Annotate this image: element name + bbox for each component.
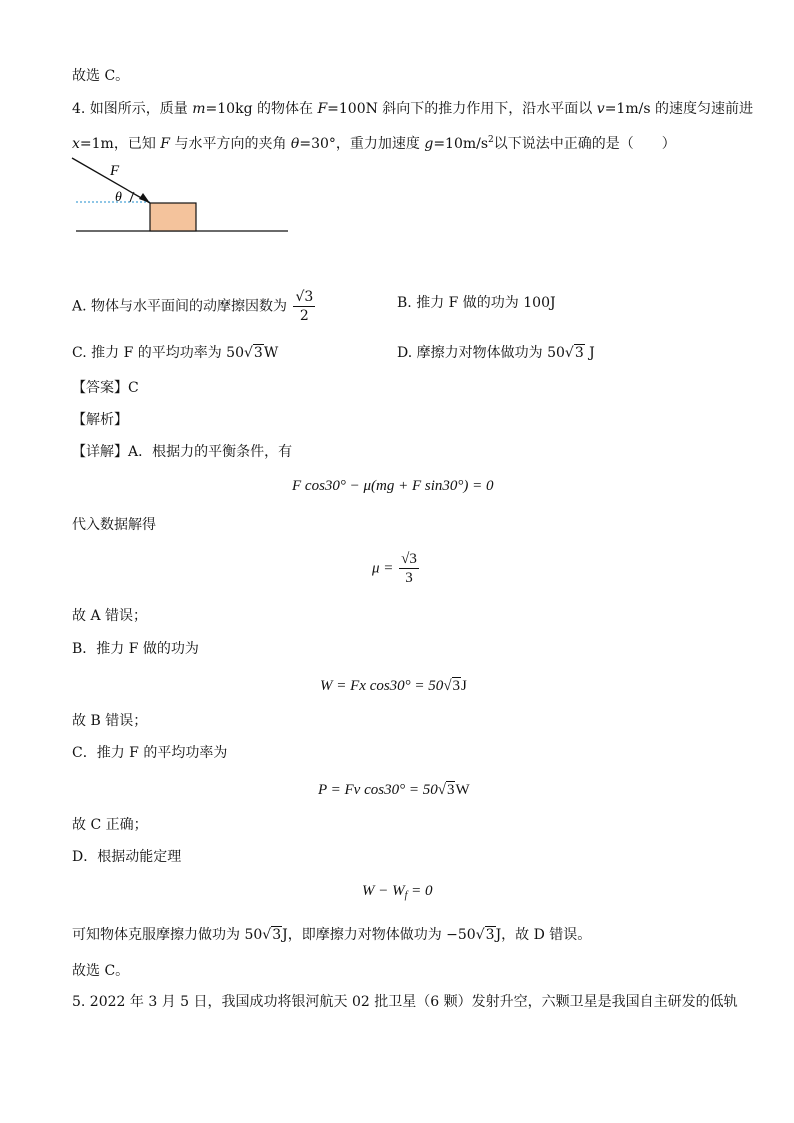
unit: W	[263, 345, 279, 361]
text: 可知物体克服摩擦力做功为 50	[72, 927, 263, 943]
var: g	[424, 136, 434, 152]
var: θ	[290, 136, 300, 152]
sqrt: √3	[262, 927, 282, 943]
sqrt: √3	[564, 345, 584, 361]
text: =1m，已知	[79, 136, 161, 152]
text: J，故 D 错误。	[495, 927, 592, 943]
radicand: 3	[253, 345, 263, 361]
text-line: B．推力 F 做的功为	[72, 641, 199, 657]
option-text: A. 物体与水平面间的动摩擦因数为	[72, 298, 288, 315]
eq-text: P = Fv cos30° = 50	[318, 782, 438, 798]
var: x	[72, 136, 80, 152]
eq-text: W − W	[362, 883, 405, 899]
sqrt: √3	[437, 782, 455, 798]
text: =100N 斜向下的推力作用下，沿水平面以	[327, 101, 597, 117]
option-c	[72, 343, 278, 363]
block	[150, 203, 196, 231]
text-line: 代入数据解得	[72, 517, 156, 533]
unit: J	[584, 345, 595, 361]
radicand: 3	[452, 678, 461, 694]
sqrt: √3	[443, 678, 461, 694]
fraction	[399, 550, 419, 587]
question-4-line1	[72, 99, 753, 119]
option-text: C. 推力 F 的平均功率为 50	[72, 345, 244, 361]
unit: W	[455, 782, 470, 798]
equation-3	[320, 675, 467, 697]
radicand: 3	[574, 345, 584, 361]
text-line: 故 C 正确；	[72, 817, 148, 833]
superscript: 2	[488, 135, 494, 145]
radicand: 3	[485, 927, 495, 943]
denominator: 3	[405, 570, 413, 586]
equation-5	[362, 880, 433, 907]
option-b: B. 推力 F 做的功为 100J	[397, 295, 556, 311]
equation-1: F cos30° − μ(mg + F sin30°) = 0	[292, 478, 494, 494]
text-line: 故 A 错误；	[72, 608, 148, 624]
text: =1m/s 的速度匀速前进	[604, 101, 753, 117]
text: =10kg 的物体在	[205, 101, 318, 117]
conclusion-line	[72, 925, 591, 945]
answer-label: 【答案】C	[72, 380, 139, 396]
fraction	[293, 288, 315, 325]
text: J，即摩擦力对物体做功为 −50	[282, 927, 476, 943]
text-line: 故 B 错误；	[72, 713, 148, 729]
var: F	[160, 136, 170, 152]
var: v	[596, 101, 605, 117]
angle-arc	[130, 192, 134, 202]
text: =10m/s	[433, 136, 489, 152]
var: F	[317, 101, 328, 117]
equation-2	[372, 550, 421, 587]
eq-left: μ =	[372, 560, 394, 577]
text: =30°，重力加速度	[299, 136, 425, 152]
text: 以下说法中正确的是（ ）	[493, 136, 676, 152]
force-label: F	[110, 163, 120, 179]
sqrt: √3	[475, 927, 495, 943]
force-diagram	[70, 156, 295, 238]
denominator: 2	[299, 308, 309, 324]
detail-line: 【详解】A．根据力的平衡条件，有	[72, 444, 293, 460]
numerator: √3	[401, 551, 417, 567]
text-line: C．推力 F 的平均功率为	[72, 745, 228, 761]
question-4-line2	[72, 130, 676, 154]
analysis-label: 【解析】	[72, 412, 128, 428]
numerator: √3	[295, 289, 314, 305]
text-line: 故选 C。	[72, 68, 130, 84]
text-line: 故选 C。	[72, 963, 130, 979]
subscript: f	[404, 890, 408, 901]
option-a	[72, 288, 317, 325]
var: m	[192, 101, 206, 117]
eq-text: = 0	[407, 883, 433, 899]
sqrt: √3	[244, 345, 263, 361]
text: 与水平方向的夹角	[170, 136, 291, 152]
equation-4	[318, 779, 470, 801]
text: 4. 如图所示，质量	[72, 101, 193, 117]
angle-label: θ	[115, 190, 122, 205]
text-line: D．根据动能定理	[72, 849, 182, 865]
option-text: D. 摩擦力对物体做功为 50	[397, 345, 565, 361]
question-5-line: 5. 2022 年 3 月 5 日，我国成功将银河航天 02 批卫星（6 颗）发射升空，六颗卫星是我国自主研发的低轨	[72, 994, 738, 1010]
eq-text: W = Fx cos30° = 50	[320, 678, 444, 694]
unit: J	[461, 678, 467, 694]
radicand: 3	[272, 927, 282, 943]
option-d	[397, 343, 595, 363]
radicand: 3	[446, 782, 455, 798]
